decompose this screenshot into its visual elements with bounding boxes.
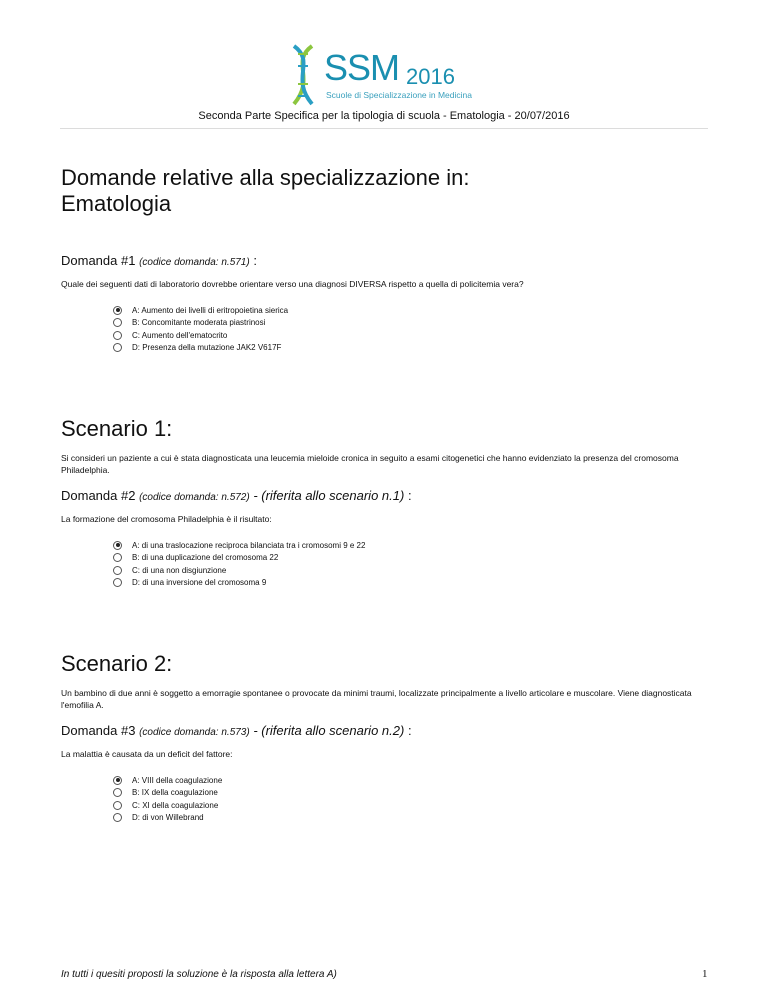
answer-label: A: Aumento dei livelli di eritropoietina sierica xyxy=(132,305,289,315)
question-2-text: La formazione del cromosoma Philadelphia è il risultato: xyxy=(61,514,272,524)
title-line-1: Domande relative alla specializzazione in: xyxy=(61,165,470,190)
page-number: 1 xyxy=(702,968,708,980)
radio-icon[interactable] xyxy=(113,553,122,562)
answer-option[interactable] xyxy=(113,787,701,800)
radio-checked-icon[interactable] xyxy=(113,541,122,550)
radio-icon[interactable] xyxy=(113,813,122,822)
answer-label: D: Presenza della mutazione JAK2 V617F xyxy=(132,343,282,353)
answer-option[interactable] xyxy=(113,774,701,787)
dna-helix-icon xyxy=(286,44,320,106)
radio-icon[interactable] xyxy=(113,566,122,575)
question-code: (codice domanda: n.572) xyxy=(139,492,250,503)
radio-icon[interactable] xyxy=(113,801,122,810)
question-suffix: : xyxy=(249,253,257,268)
answer-option[interactable] xyxy=(113,539,701,552)
radio-icon[interactable] xyxy=(113,331,122,340)
answer-option[interactable] xyxy=(113,564,701,577)
page-header: Seconda Parte Specifica per la tipologia di scuola - Ematologia - 20/07/2016 xyxy=(198,110,570,122)
logo-brand: SSM xyxy=(324,47,400,88)
answer-label: B: di una duplicazione del cromosoma 22 xyxy=(132,553,279,563)
logo-subtitle: Scuole di Specializzazione in Medicina xyxy=(326,90,472,100)
answer-option[interactable] xyxy=(113,812,701,825)
answer-option[interactable] xyxy=(113,329,701,342)
question-suffix: : xyxy=(404,488,412,503)
question-scenario-ref: - (riferita allo scenario n.1) xyxy=(249,488,405,503)
answer-label: D: di una inversione del cromosoma 9 xyxy=(132,578,267,588)
answer-label: A: di una traslocazione reciproca bilanciata tra i cromosomi 9 e 22 xyxy=(132,540,366,550)
ssm-logo xyxy=(286,44,486,106)
footer-note: In tutti i quesiti proposti la soluzione è la risposta alla lettera A) xyxy=(61,969,337,980)
scenario-2-text: Un bambino di due anni è soggetto a emorragie spontanee o provocate da minimi traumi, localizzate principalmente a livello articolare e muscolare. Viene diagnosticata l'emofilia A. xyxy=(61,688,692,710)
radio-checked-icon[interactable] xyxy=(113,306,122,315)
question-2-answers xyxy=(113,539,701,589)
question-1-answers xyxy=(113,304,701,354)
radio-icon[interactable] xyxy=(113,318,122,327)
answer-label: C: di una non disgiunzione xyxy=(132,565,227,575)
scenario-1-text: Si consideri un paziente a cui è stata diagnosticata una leucemia mieloide cronica in seguito a esami citogenetici che hanno evidenziato la presenza del cromosoma Philadelphia. xyxy=(61,453,679,475)
page-title xyxy=(61,165,701,217)
document-body xyxy=(61,165,701,824)
question-label: Domanda #3 xyxy=(61,723,136,738)
answer-label: A: VIII della coagulazione xyxy=(132,775,223,785)
answer-option[interactable] xyxy=(113,799,701,812)
question-3-header xyxy=(61,723,701,738)
radio-checked-icon[interactable] xyxy=(113,776,122,785)
answer-label: B: Concomitante moderata piastrinosi xyxy=(132,318,266,328)
radio-icon[interactable] xyxy=(113,788,122,797)
question-1-header xyxy=(61,253,701,268)
question-label: Domanda #2 xyxy=(61,488,136,503)
question-code: (codice domanda: n.573) xyxy=(139,727,250,738)
answer-option[interactable] xyxy=(113,304,701,317)
question-label: Domanda #1 xyxy=(61,253,136,268)
question-scenario-ref: - (riferita allo scenario n.2) xyxy=(249,723,405,738)
radio-icon[interactable] xyxy=(113,578,122,587)
answer-label: C: XI della coagulazione xyxy=(132,800,219,810)
scenario-2-title: Scenario 2: xyxy=(61,651,173,676)
answer-label: D: di von Willebrand xyxy=(132,813,204,823)
title-line-2: Ematologia xyxy=(61,191,172,216)
answer-option[interactable] xyxy=(113,577,701,590)
header-divider xyxy=(60,128,708,129)
question-suffix: : xyxy=(404,723,412,738)
question-1-text: Quale dei seguenti dati di laboratorio dovrebbe orientare verso una diagnosi DIVERSA rispetto a quella di policitemia vera? xyxy=(61,279,524,289)
question-code: (codice domanda: n.571) xyxy=(139,257,250,268)
question-3-answers xyxy=(113,774,701,824)
answer-option[interactable] xyxy=(113,342,701,355)
scenario-1-title: Scenario 1: xyxy=(61,416,173,441)
answer-option[interactable] xyxy=(113,317,701,330)
radio-icon[interactable] xyxy=(113,343,122,352)
answer-label: B: IX della coagulazione xyxy=(132,788,218,798)
question-2-header xyxy=(61,488,701,503)
logo-year: 2016 xyxy=(406,64,455,89)
question-3-text: La malattia è causata da un deficit del fattore: xyxy=(61,749,233,759)
answer-option[interactable] xyxy=(113,552,701,565)
answer-label: C: Aumento dell'ematocrito xyxy=(132,330,228,340)
